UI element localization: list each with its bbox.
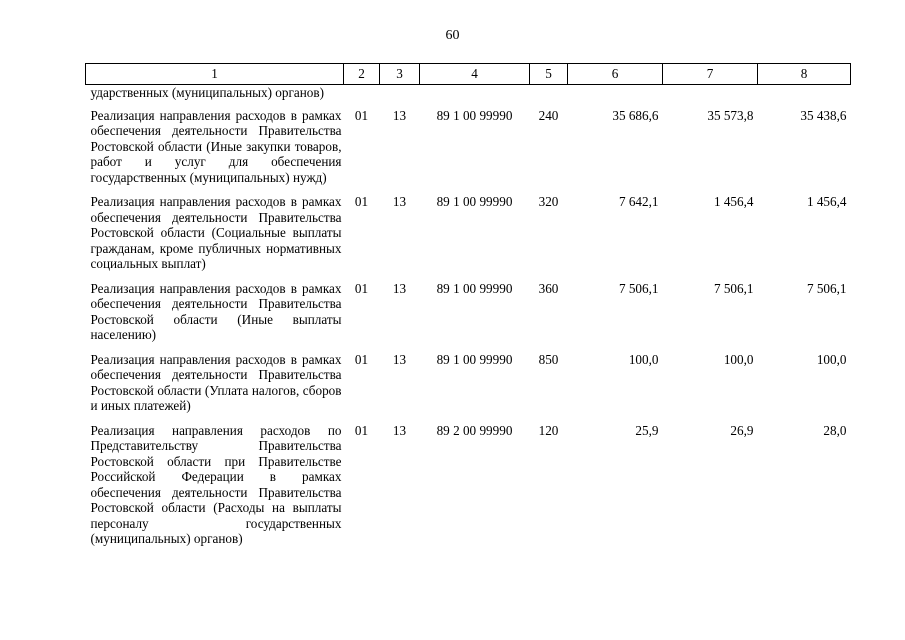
row-description: Реализация направления расходов по Представительству Правительства Ростовской области при Правительстве Российской Федерации в рамках обеспечения деятельности Правительства Ростовской области (Расходы на выплаты персоналу государственных (муниципальных) органов) xyxy=(90,422,342,546)
column-header: 8 xyxy=(758,64,851,85)
row-description: ударственных (муниципальных) органов) xyxy=(90,85,325,100)
table-header-row xyxy=(86,64,851,85)
target-article-code: 89 1 00 99990 xyxy=(436,351,513,367)
target-article-code: 89 2 00 99990 xyxy=(436,422,513,438)
expense-type-code: 320 xyxy=(538,194,559,209)
budget-table xyxy=(85,63,851,556)
target-article-code: 89 1 00 99990 xyxy=(436,107,513,123)
amount-year-2: 26,9 xyxy=(730,422,754,438)
column-header: 4 xyxy=(420,64,530,85)
amount-year-2: 7 506,1 xyxy=(713,280,754,296)
row-description: Реализация направления расходов в рамках обеспечения деятельности Правительства Ростовской области (Иные выплаты населению) xyxy=(90,280,342,342)
amount-year-2: 100,0 xyxy=(723,351,754,367)
amount-year-1: 25,9 xyxy=(635,422,659,438)
amount-year-3: 100,0 xyxy=(816,351,847,367)
row-description: Реализация направления расходов в рамках обеспечения деятельности Правительства Ростовской области (Иные закупки товаров, работ и услуг для обеспечения государственных (муниципальных) нужд) xyxy=(90,107,342,185)
amount-year-3: 28,0 xyxy=(823,422,847,438)
table-row xyxy=(86,352,851,423)
table-row xyxy=(86,281,851,352)
amount-year-1: 35 686,6 xyxy=(612,107,659,123)
subsection-code: 13 xyxy=(392,351,407,367)
expense-type-code: 360 xyxy=(538,280,559,296)
subsection-code: 13 xyxy=(392,107,407,123)
table-row xyxy=(86,194,851,281)
amount-year-3: 7 506,1 xyxy=(806,280,847,296)
amount-year-3: 1 456,4 xyxy=(806,194,847,209)
amount-year-1: 7 506,1 xyxy=(618,280,659,296)
amount-year-3: 35 438,6 xyxy=(800,107,847,123)
amount-year-2: 35 573,8 xyxy=(707,107,754,123)
column-header: 7 xyxy=(663,64,758,85)
section-code: 01 xyxy=(354,351,369,367)
column-header: 1 xyxy=(86,64,344,85)
column-header: 6 xyxy=(568,64,663,85)
column-header: 5 xyxy=(530,64,568,85)
amount-year-2: 1 456,4 xyxy=(713,194,754,209)
section-code: 01 xyxy=(354,107,369,123)
subsection-code: 13 xyxy=(392,422,407,438)
section-code: 01 xyxy=(354,280,369,296)
continuation-row xyxy=(86,85,851,108)
table-row xyxy=(86,423,851,556)
expense-type-code: 120 xyxy=(538,422,559,438)
target-article-code: 89 1 00 99990 xyxy=(436,194,513,209)
row-description: Реализация направления расходов в рамках обеспечения деятельности Правительства Ростовской области (Уплата налогов, сборов и иных платежей) xyxy=(90,351,342,413)
page-number: 60 xyxy=(445,28,460,43)
subsection-code: 13 xyxy=(392,280,407,296)
column-header: 3 xyxy=(380,64,420,85)
expense-type-code: 850 xyxy=(538,351,559,367)
subsection-code: 13 xyxy=(392,194,407,209)
column-header: 2 xyxy=(344,64,380,85)
row-description: Реализация направления расходов в рамках обеспечения деятельности Правительства Ростовской области (Социальные выплаты гражданам, кроме публичных нормативных социальных выплат) xyxy=(90,194,342,271)
target-article-code: 89 1 00 99990 xyxy=(436,280,513,296)
expense-type-code: 240 xyxy=(538,107,559,123)
table-row xyxy=(86,108,851,195)
section-code: 01 xyxy=(354,194,369,209)
amount-year-1: 100,0 xyxy=(628,351,659,367)
section-code: 01 xyxy=(354,422,369,438)
amount-year-1: 7 642,1 xyxy=(618,194,659,209)
